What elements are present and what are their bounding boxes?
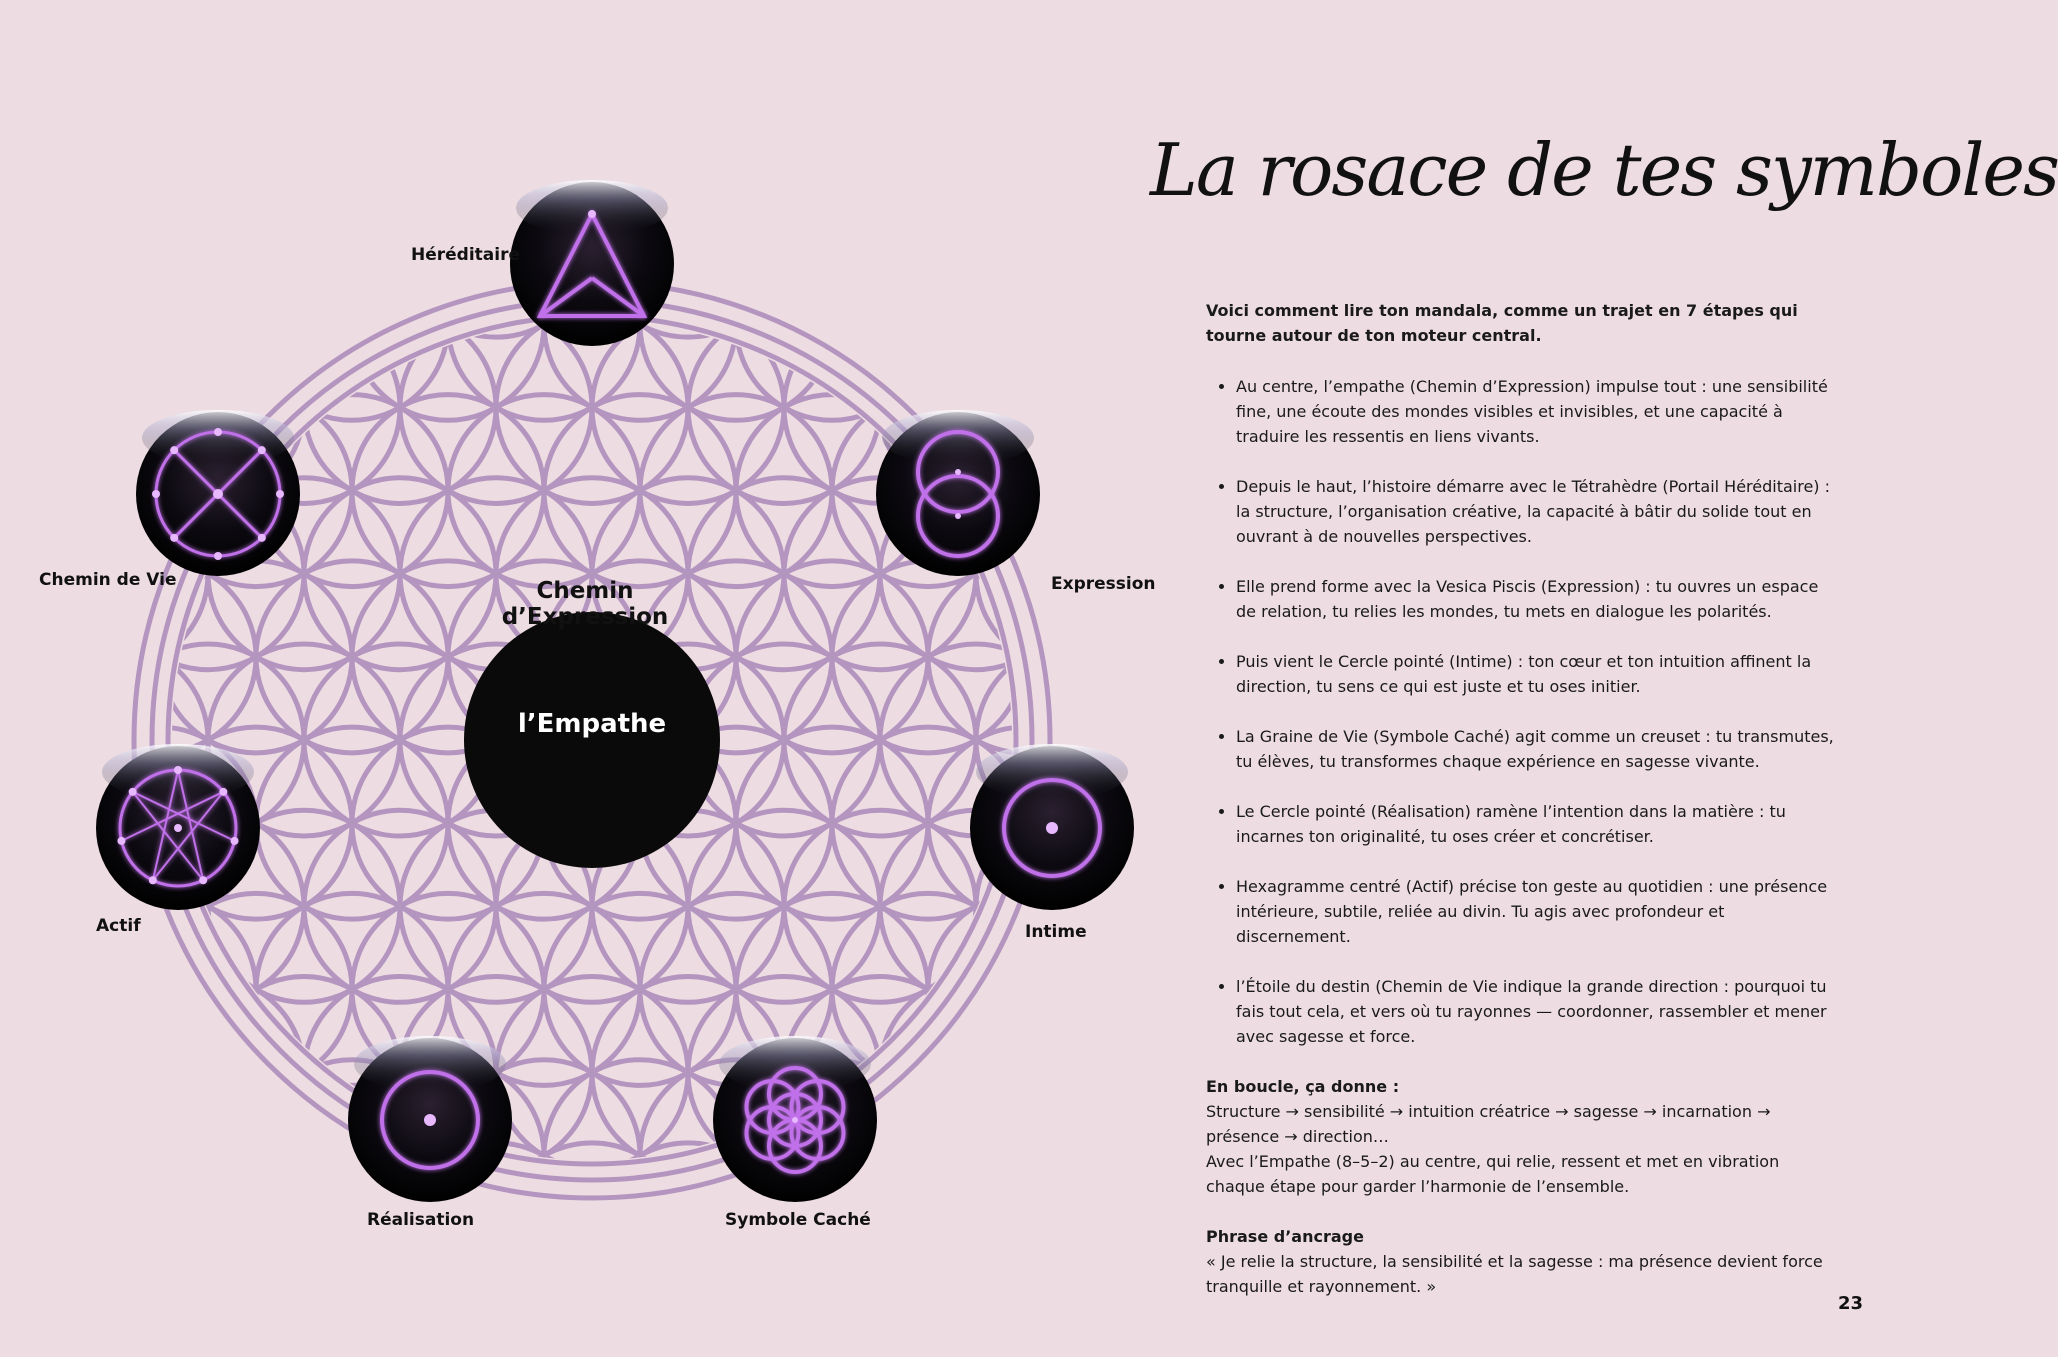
symbol-dot	[955, 469, 961, 475]
intro-paragraph: Voici comment lire ton mandala, comme un trajet en 7 étapes qui tourne autour de ton moteur central.	[1206, 301, 1798, 345]
vesica-piscis-icon	[876, 410, 1040, 576]
seed-of-life-icon	[713, 1036, 877, 1202]
symbol-dot	[117, 837, 125, 845]
symbol-dot	[424, 1114, 436, 1126]
centered-hexagram-icon	[96, 744, 260, 910]
anchor-heading: Phrase d’ancrage	[1206, 1227, 1364, 1246]
page-title: La rosace de tes symboles	[1150, 128, 2058, 212]
symbol-dot	[955, 513, 961, 519]
list-item: • Au centre, l’empathe (Chemin d’Expression) impulse tout : une sensibilité fine, une écoute des mondes visibles et invisibles, et une capacité à traduire les ressentis en liens vivants.	[1236, 374, 1836, 449]
symbol-dot	[214, 552, 222, 560]
node-label-realisation: Réalisation	[367, 1210, 475, 1230]
symbol-dot	[276, 490, 284, 498]
list-item: • Le Cercle pointé (Réalisation) ramène l’intention dans la matière : tu incarnes ton originalité, tu oses créer et concrétiser.	[1236, 799, 1836, 849]
symbol-dot	[199, 876, 207, 884]
center-disc	[464, 612, 720, 868]
node-sheen	[976, 744, 1128, 800]
tetrahedron-icon	[510, 180, 674, 346]
node-label-hereditaire: Héréditaire	[411, 245, 521, 265]
list-item: • l’Étoile du destin (Chemin de Vie indique la grande direction : pourquoi tu fais tout cela, et vers où tu rayonnes — coordonner, rassembler et mener avec sagesse et force.	[1236, 974, 1836, 1049]
loop-line-2: Avec l’Empathe (8–5–2) au centre, qui relie, ressent et met en vibration chaque étape pour garder l’harmonie de l’ensemble.	[1206, 1152, 1780, 1196]
list-item: • Puis vient le Cercle pointé (Intime) : ton cœur et ton intuition affinent la direction, tu sens ce qui est juste et tu oses initier.	[1236, 649, 1836, 699]
loop-heading: En boucle, ça donne :	[1206, 1077, 1400, 1096]
node-label-intime: Intime	[1025, 922, 1087, 942]
list-item: • La Graine de Vie (Symbole Caché) agit comme un creuset : tu transmutes, tu élèves, tu transformes chaque expérience en sagesse vivante.	[1236, 724, 1836, 774]
symbol-dot	[1046, 822, 1058, 834]
node-sheen	[719, 1036, 871, 1092]
steps-list	[1206, 374, 1836, 1049]
center-name: l’Empathe	[517, 709, 667, 739]
symbol-dot	[149, 876, 157, 884]
center-title: Chemin d’Expression	[501, 578, 669, 630]
circle-point-icon	[348, 1036, 512, 1202]
symbol-dot	[258, 534, 266, 542]
star-of-destiny-icon	[136, 410, 300, 576]
loop-line-1: Structure → sensibilité → intuition créatrice → sagesse → incarnation → présence → direction…	[1206, 1102, 1771, 1146]
symbol-dot	[219, 788, 227, 796]
symbol-dot	[213, 489, 223, 499]
symbol-dot	[129, 788, 137, 796]
node-sheen	[882, 410, 1034, 466]
node-sheen	[354, 1036, 506, 1092]
node-label-actif: Actif	[96, 916, 141, 936]
symbol-dot	[588, 210, 596, 218]
symbol-dot	[152, 490, 160, 498]
list-item: • Depuis le haut, l’histoire démarre avec le Tétrahèdre (Portail Héréditaire) : la structure, l’organisation créative, la capacité à bâtir du solide tout en ouvrant à de nouvelles perspectives.	[1236, 474, 1836, 549]
symbol-dot	[170, 534, 178, 542]
page-number: 23	[1838, 1293, 1864, 1314]
node-label-expression: Expression	[1051, 574, 1156, 594]
symbol-dot	[214, 428, 222, 436]
symbol-dot	[258, 446, 266, 454]
symbol-dot	[170, 446, 178, 454]
symbol-dot	[792, 1117, 798, 1123]
flower-circle	[496, 1143, 688, 1335]
node-label-symbole-cache: Symbole Caché	[725, 1210, 871, 1230]
node-label-chemin-de-vie: Chemin de Vie	[39, 570, 177, 590]
text-column	[1206, 298, 1836, 1299]
anchor-block	[1206, 1224, 1836, 1299]
symbol-dot	[174, 766, 182, 774]
list-item: • Elle prend forme avec la Vesica Piscis (Expression) : tu ouvres un espace de relation, tu relies les mondes, tu mets en dialogue les polarités.	[1236, 574, 1836, 624]
anchor-text: « Je relie la structure, la sensibilité et la sagesse : ma présence devient force tranquille et rayonnement. »	[1206, 1252, 1823, 1296]
circle-point-icon	[970, 744, 1134, 910]
list-item: • Hexagramme centré (Actif) précise ton geste au quotidien : une présence intérieure, subtile, reliée au divin. Tu agis avec profondeur et discernement.	[1236, 874, 1836, 949]
symbol-dot	[231, 837, 239, 845]
symbol-dot	[174, 824, 182, 832]
